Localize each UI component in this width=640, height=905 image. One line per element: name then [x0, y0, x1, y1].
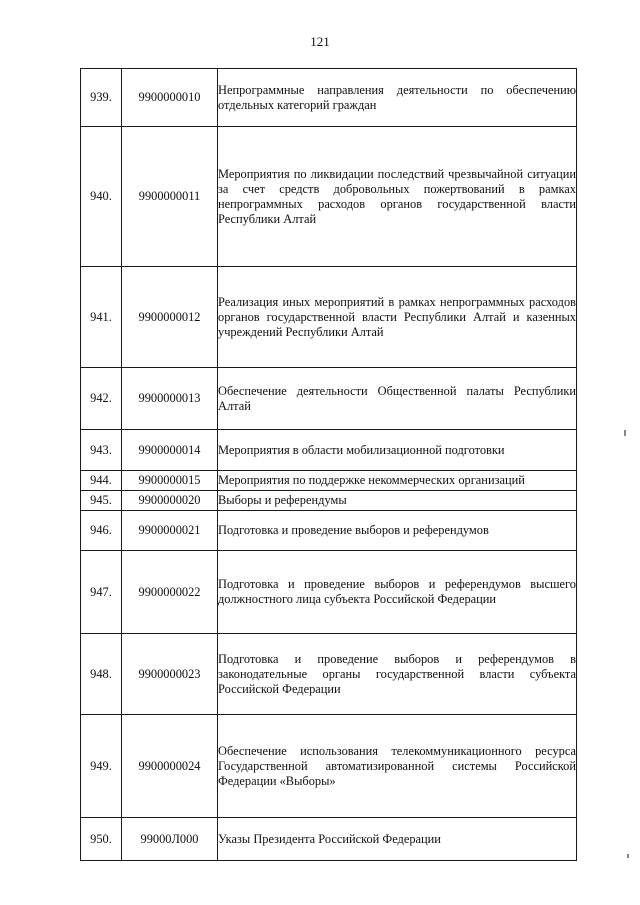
table-row	[81, 511, 577, 551]
row-number: 947.	[81, 551, 122, 634]
table-row	[81, 715, 577, 818]
row-number: 940.	[81, 127, 122, 267]
row-code: 9900000014	[122, 430, 218, 471]
page-number: 121	[310, 34, 330, 49]
row-code: 9900000011	[122, 127, 218, 267]
row-description: Подготовка и проведение выборов и референдумов	[218, 511, 577, 551]
row-description: Мероприятия по поддержке некоммерческих организаций	[218, 471, 577, 491]
row-code: 9900000023	[122, 634, 218, 715]
row-number: 945.	[81, 491, 122, 511]
row-code: 9900000021	[122, 511, 218, 551]
row-description: Подготовка и проведение выборов и референдумов высшего должностного лица субъекта Российской Федерации	[218, 551, 577, 634]
scan-speck	[624, 430, 626, 436]
row-number: 948.	[81, 634, 122, 715]
scan-speck	[627, 854, 629, 858]
row-code: 9900000013	[122, 368, 218, 430]
table-row	[81, 368, 577, 430]
budget-classification-table	[80, 68, 577, 861]
table-row	[81, 69, 577, 127]
row-description: Мероприятия в области мобилизационной подготовки	[218, 430, 577, 471]
row-description: Мероприятия по ликвидации последствий чрезвычайной ситуации за счет средств добровольных пожертвований в рамках непрограммных расходов органов государственной власти Республики Алтай	[218, 127, 577, 267]
row-number: 939.	[81, 69, 122, 127]
table-row	[81, 267, 577, 368]
table-row	[81, 818, 577, 861]
table-row	[81, 471, 577, 491]
row-description: Обеспечение деятельности Общественной палаты Республики Алтай	[218, 368, 577, 430]
table-row	[81, 634, 577, 715]
row-number: 944.	[81, 471, 122, 491]
row-code: 9900000022	[122, 551, 218, 634]
row-number: 942.	[81, 368, 122, 430]
row-number: 950.	[81, 818, 122, 861]
table-row	[81, 430, 577, 471]
row-code: 9900000015	[122, 471, 218, 491]
row-description: Реализация иных мероприятий в рамках непрограммных расходов органов государственной власти Республики Алтай и казенных учреждений Республики Алтай	[218, 267, 577, 368]
row-description: Выборы и референдумы	[218, 491, 577, 511]
row-number: 949.	[81, 715, 122, 818]
row-number: 946.	[81, 511, 122, 551]
row-description: Непрограммные направления деятельности по обеспечению отдельных категорий граждан	[218, 69, 577, 127]
row-code: 9900000020	[122, 491, 218, 511]
row-description: Указы Президента Российской Федерации	[218, 818, 577, 861]
table-row	[81, 127, 577, 267]
row-number: 941.	[81, 267, 122, 368]
row-description: Обеспечение использования телекоммуникационного ресурса Государственной автоматизированной системы Российской Федерации «Выборы»	[218, 715, 577, 818]
row-code: 9900000012	[122, 267, 218, 368]
row-code: 9900000010	[122, 69, 218, 127]
row-number: 943.	[81, 430, 122, 471]
row-code: 99000Л000	[122, 818, 218, 861]
row-description: Подготовка и проведение выборов и референдумов в законодательные органы государственной власти субъекта Российской Федерации	[218, 634, 577, 715]
row-code: 9900000024	[122, 715, 218, 818]
table-row	[81, 491, 577, 511]
table-row	[81, 551, 577, 634]
